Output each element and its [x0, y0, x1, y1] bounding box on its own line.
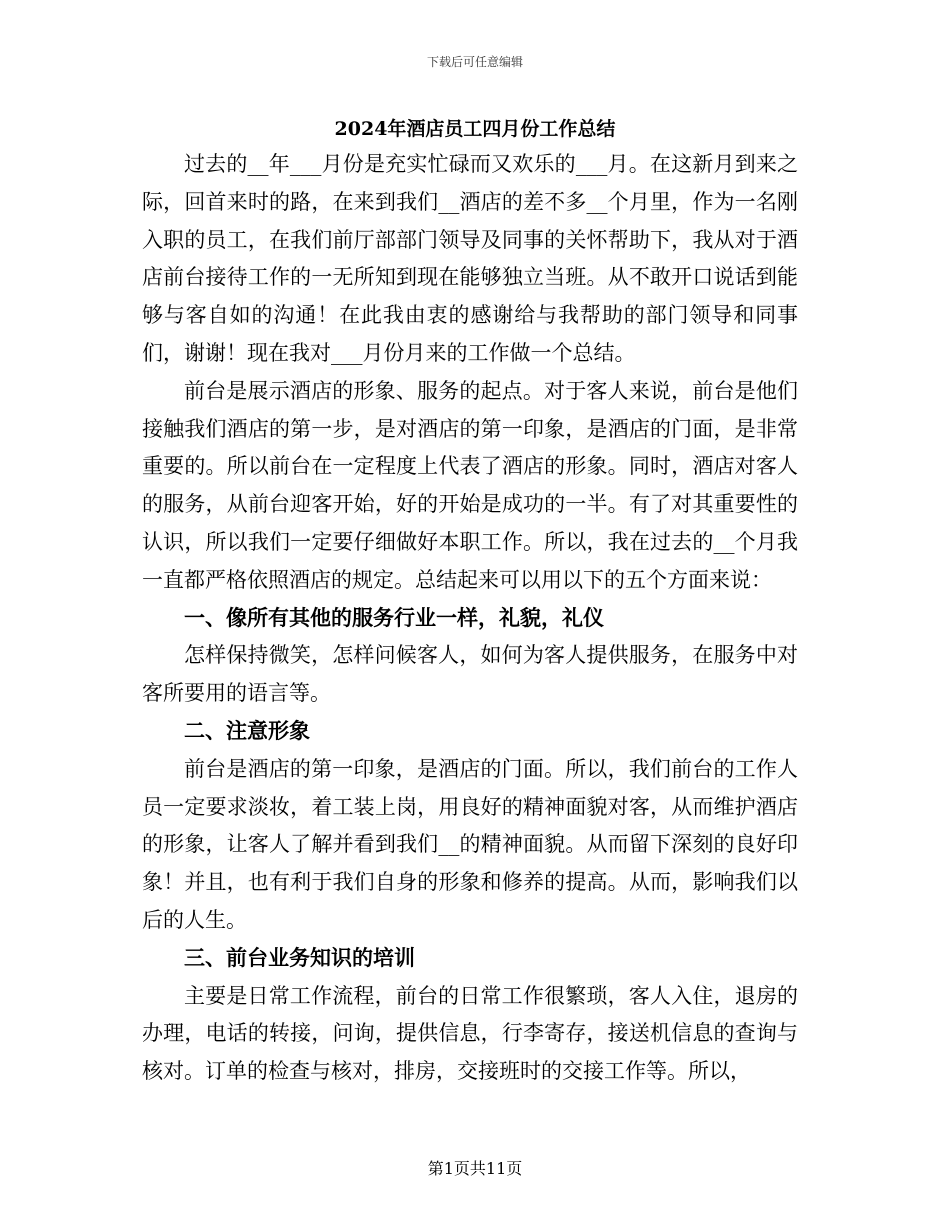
page-footer: 第1页共11页: [427, 1159, 523, 1178]
paragraph: 过去的__年___月份是充实忙碌而又欢乐的___月。在这新月到来之际，回首来时的路，在来到我们__酒店的差不多__个月里，作为一名刚入职的员工，在我们前厅部部门领导及同事的关怀帮助下，我从对于酒店前台接待工作的一无所知到现在能够独立当班。从不敢开口说话到能够与客自如的沟通！在此我由衷的感谢给与我帮助的部门领导和同事们，谢谢！现在我对___月份月来的工作做一个总结。: [142, 152, 798, 365]
section-heading: 一、像所有其他的服务行业一样，礼貌，礼仪: [184, 605, 604, 630]
section-heading: 二、注意形象: [184, 718, 310, 743]
paragraph: 前台是酒店的第一印象，是酒店的门面。所以，我们前台的工作人员一定要求淡妆，着工装上岗，用良好的精神面貌对客，从而维护酒店的形象，让客人了解并看到我们__的精神面貌。从而留下深刻的良好印象！并且，也有利于我们自身的形象和修养的提高。从而，影响我们以后的人生。: [142, 756, 798, 932]
document-title: 2024年酒店员工四月份工作总结: [334, 118, 616, 140]
section-heading: 三、前台业务知识的培训: [184, 945, 415, 970]
paragraph: 怎样保持微笑，怎样问候客人，如何为客人提供服务，在服务中对客所要用的语言等。: [142, 643, 798, 706]
paragraph: 前台是展示酒店的形象、服务的起点。对于客人来说，前台是他们接触我们酒店的第一步，是对酒店的第一印象，是酒店的门面，是非常重要的。所以前台在一定程度上代表了酒店的形象。同时，酒店对客人的服务，从前台迎客开始，好的开始是成功的一半。有了对其重要性的认识，所以我们一定要仔细做好本职工作。所以，我在过去的__个月我一直都严格依照酒店的规定。总结起来可以用以下的五个方面来说：: [142, 378, 798, 592]
header-note: 下载后可任意编辑: [426, 55, 523, 69]
document-body: [142, 146, 798, 1091]
paragraph: 主要是日常工作流程，前台的日常工作很繁琐，客人入住，退房的办理，电话的转接，问询，提供信息，行李寄存，接送机信息的查询与核对。订单的检查与核对，排房，交接班时的交接工作等。所以，: [142, 983, 798, 1084]
